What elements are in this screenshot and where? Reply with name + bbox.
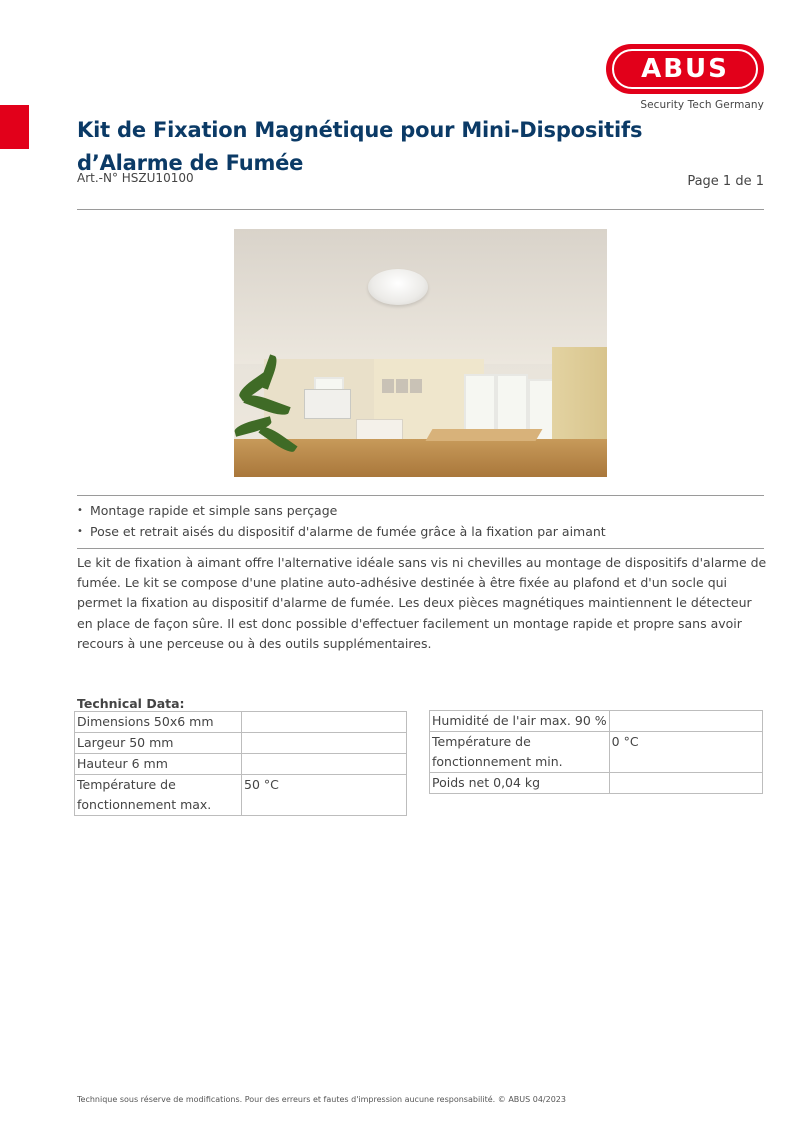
red-edge-tab xyxy=(0,105,29,149)
logo-text: ABUS xyxy=(641,54,729,84)
photo-wall-picture xyxy=(382,379,394,393)
spec-value xyxy=(609,773,762,794)
logo-tagline: Security Tech Germany xyxy=(640,99,764,111)
footer-disclaimer: Technique sous réserve de modifications. Pour des erreurs et fautes d'impression aucune responsabilité. © ABUS 04/2023 xyxy=(77,1095,566,1104)
spec-value xyxy=(242,754,407,775)
table-row xyxy=(430,711,763,732)
feature-list xyxy=(77,500,764,542)
table-row xyxy=(75,754,407,775)
smoke-detector xyxy=(368,269,428,305)
photo-wall-picture xyxy=(396,379,408,393)
spec-value xyxy=(242,712,407,733)
table-row xyxy=(430,773,763,794)
spec-value xyxy=(242,733,407,754)
photo-wall-picture xyxy=(410,379,422,393)
features-top-divider xyxy=(77,495,764,496)
page-number: Page 1 de 1 xyxy=(687,174,764,189)
product-photo xyxy=(234,229,607,477)
spec-label: Hauteur 6 mm xyxy=(75,754,242,775)
table-row xyxy=(75,775,407,816)
table-row xyxy=(75,733,407,754)
photo-kitchen xyxy=(304,389,351,419)
table-row xyxy=(75,712,407,733)
spec-value: 0 °C xyxy=(609,732,762,773)
spec-label: Température de fonctionnement min. xyxy=(430,732,610,773)
feature-item: • Pose et retrait aisés du dispositif d'alarme de fumée grâce à la fixation par aimant xyxy=(77,521,764,542)
spec-table-left xyxy=(74,711,407,816)
spec-label: Poids net 0,04 kg xyxy=(430,773,610,794)
technical-data-heading: Technical Data: xyxy=(77,696,185,711)
article-number: Art.-N° HSZU10100 xyxy=(77,171,194,185)
spec-label: Dimensions 50x6 mm xyxy=(75,712,242,733)
spec-label: Température de fonctionnement max. xyxy=(75,775,242,816)
spec-table-right xyxy=(429,710,763,794)
spec-label: Humidité de l'air max. 90 % xyxy=(430,711,610,732)
product-description: Le kit de fixation à aimant offre l'alternative idéale sans vis ni chevilles au montage de dispositifs d'alarme de fumée. Le kit se compose d'une platine auto-adhésive destinée à être fixée au plafond et d'un socle qui permet la fixation au dispositif d'alarme de fumée. Les deux pièces magnétiques maintiennent le détecteur en place de façon sûre. Il est donc possible d'effectuer facilement un montage rapide et propre sans avoir recours à une perceuse ou à des outils supplémentaires. xyxy=(77,555,767,651)
feature-item: • Montage rapide et simple sans perçage xyxy=(77,500,764,521)
abus-logo xyxy=(606,44,764,111)
spec-value: 50 °C xyxy=(242,775,407,816)
logo-inner-ring xyxy=(612,49,758,89)
table-row xyxy=(430,732,763,773)
header-divider xyxy=(77,209,764,210)
spec-value xyxy=(609,711,762,732)
spec-label: Largeur 50 mm xyxy=(75,733,242,754)
photo-table xyxy=(426,429,543,441)
features-bottom-divider xyxy=(77,548,764,549)
page-title: Kit de Fixation Magnétique pour Mini-Dispositifs d’Alarme de Fumée xyxy=(77,118,643,175)
logo-oval xyxy=(606,44,764,94)
